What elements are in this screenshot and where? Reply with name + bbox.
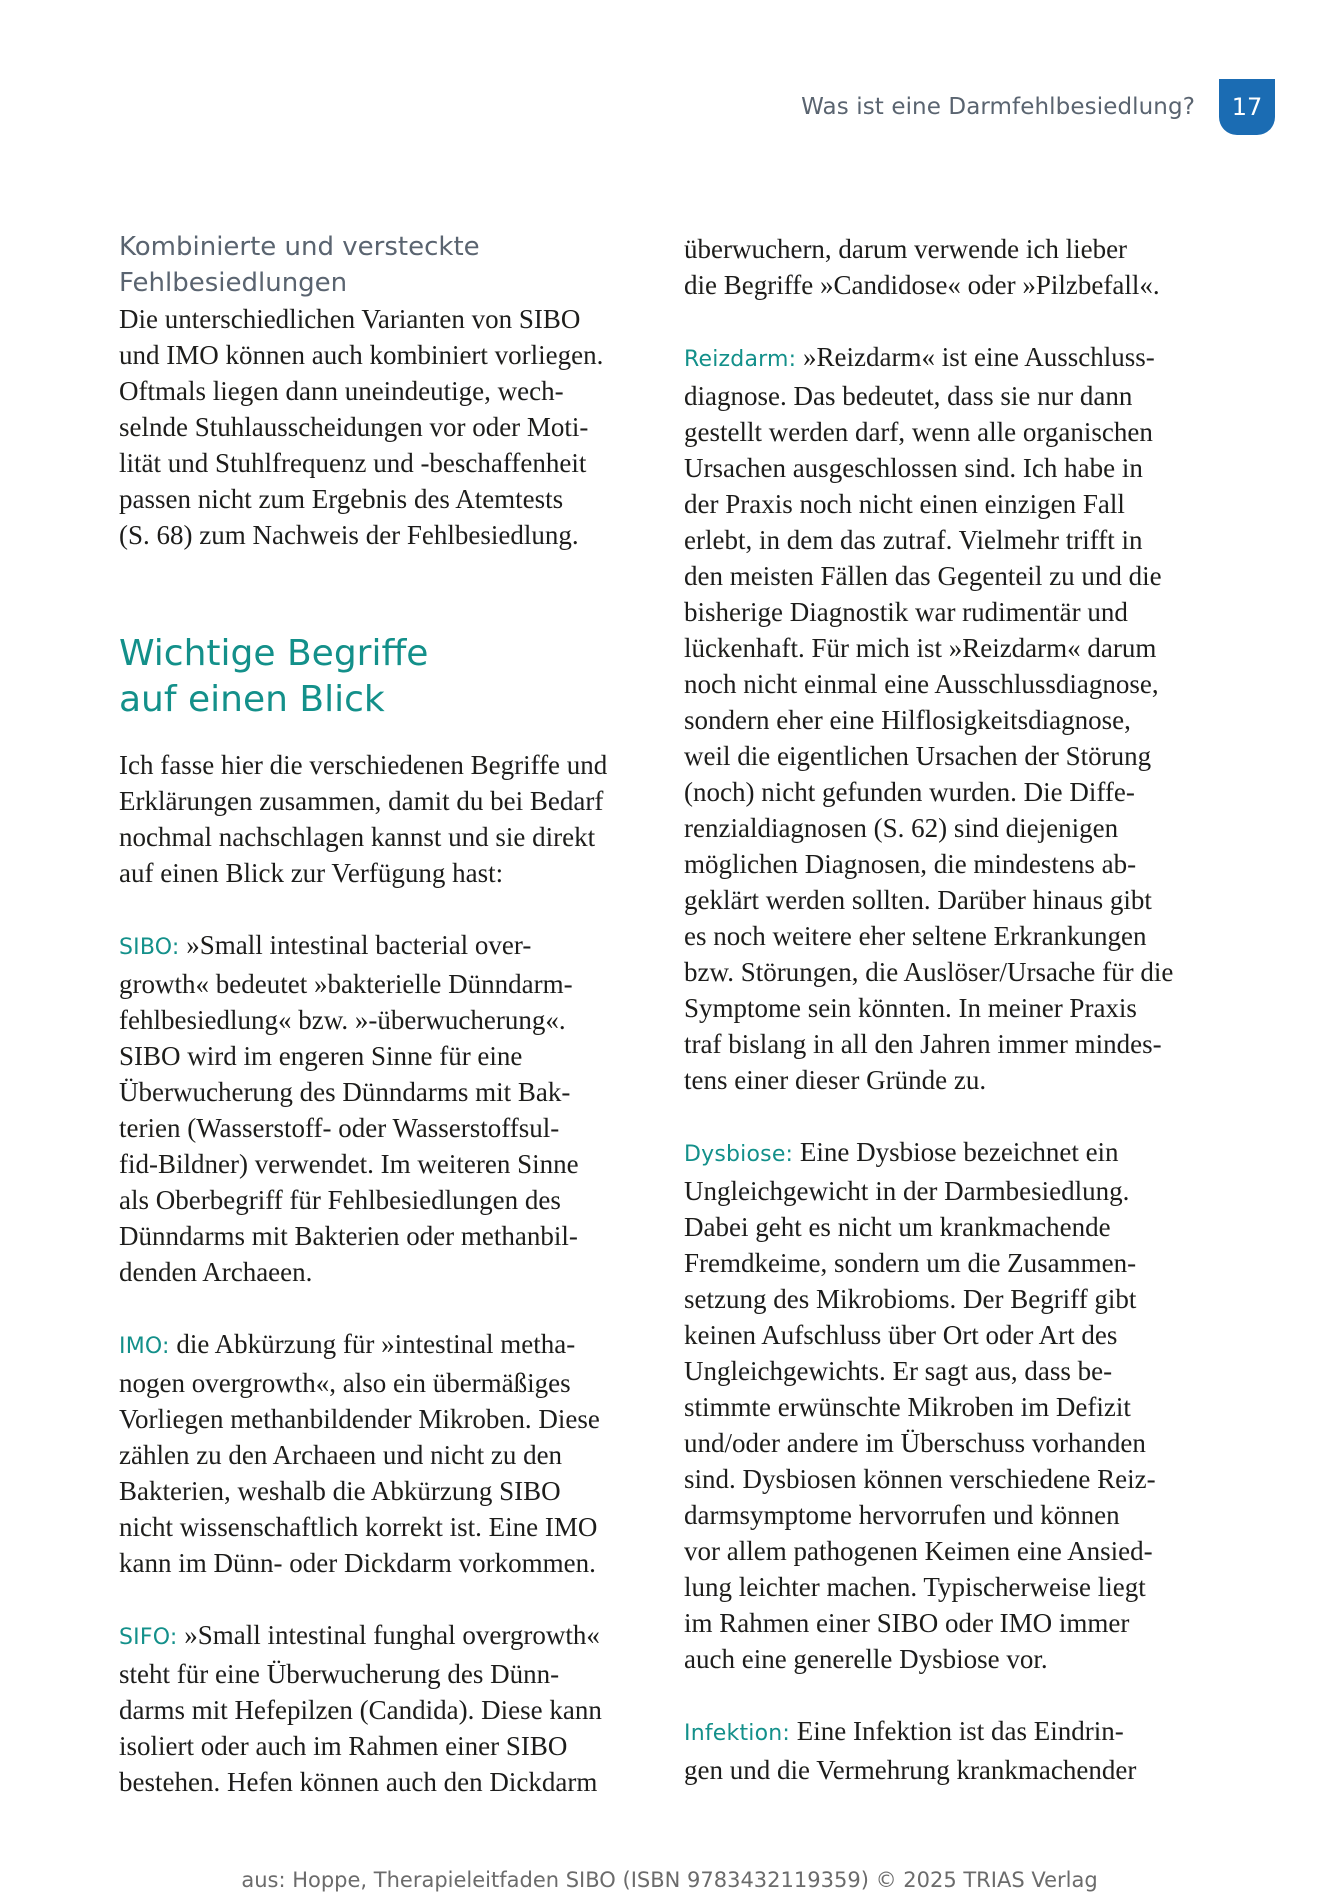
text-line: bzw. Störungen, die Auslöser/Ursache für die [684,957,1174,987]
dysbiose-definition [684,1134,1204,1677]
text-line: vor allem pathogenen Keimen eine Ansied- [684,1536,1153,1566]
text-line: kann im Dünn- oder Dickdarm vorkommen. [119,1548,596,1578]
text-line: den meisten Fällen das Gegenteil zu und die [684,561,1162,591]
text-line: SIBO: »Small intestinal bacterial over- [119,930,532,960]
chapter-title: Was ist eine Darmfehlbesiedlung? [801,94,1195,120]
term-sibo: SIBO: [119,935,180,960]
text-line: Vorliegen methanbildender Mikroben. Diese [119,1404,600,1434]
combined-paragraph [119,301,629,553]
text-line: nicht wissenschaftlich korrekt ist. Eine IMO [119,1512,598,1542]
text-line: sondern eher eine Hilflosigkeitsdiagnose, [684,705,1131,735]
text-line: Infektion: Eine Infektion ist das Eindrin- [684,1716,1124,1746]
text-line: lität und Stuhlfrequenz und -beschaffenheit [119,448,587,478]
text-line: stimmte erwünschte Mikroben im Defizit [684,1392,1131,1422]
text-line: Oftmals liegen dann uneindeutige, wech- [119,376,564,406]
text-line: nochmal nachschlagen kannst und sie direkt [119,822,596,852]
subheading-line: Fehlbesiedlungen [119,268,348,298]
text-line: lung leichter machen. Typischerweise liegt [684,1572,1146,1602]
text-line: geklärt werden sollten. Darüber hinaus gibt [684,885,1152,915]
text-line: auch eine generelle Dysbiose vor. [684,1644,1048,1674]
sifo-continuation [684,231,1204,303]
text-line: fid-Bildner) verwendet. Im weiteren Sinne [119,1149,579,1179]
text-line: Ungleichgewichts. Er sagt aus, dass be- [684,1356,1113,1386]
text-line: bisherige Diagnostik war rudimentär und [684,597,1128,627]
text-line: bestehen. Hefen können auch den Dickdarm [119,1767,598,1797]
term-dysbiose: Dysbiose: [684,1142,794,1167]
section-heading-line: auf einen Blick [119,679,385,720]
imo-definition [119,1326,629,1581]
text-line: auf einen Blick zur Verfügung hast: [119,858,504,888]
infektion-definition [684,1713,1204,1788]
term-sifo: SIFO: [119,1625,178,1650]
term-infektion: Infektion: [684,1721,791,1746]
text-line: und/oder andere im Überschuss vorhanden [684,1428,1146,1458]
text-line: möglichen Diagnosen, die mindestens ab- [684,849,1137,879]
text-line: renzialdiagnosen (S. 62) sind diejenigen [684,813,1119,843]
intro-paragraph [119,747,629,891]
text-line: darmsymptome hervorrufen und können [684,1500,1120,1530]
text-line: weil die eigentlichen Ursachen der Störung [684,741,1152,771]
left-column [119,229,629,1800]
text-line: Die unterschiedlichen Varianten von SIBO [119,304,581,334]
combined-subheading [119,229,629,301]
text-line: SIBO wird im engeren Sinne für eine [119,1041,523,1071]
text-line: Ursachen ausgeschlossen sind. Ich habe in [684,453,1143,483]
text-line: gestellt werden darf, wenn alle organischen [684,417,1153,447]
right-column [684,231,1204,1788]
text-line: als Oberbegriff für Fehlbesiedlungen des [119,1185,561,1215]
text-line: fehlbesiedlung« bzw. »-überwucherung«. [119,1005,566,1035]
sibo-definition [119,927,629,1290]
text-line: Reizdarm: »Reizdarm« ist eine Ausschluss- [684,342,1155,372]
text-line: Dysbiose: Eine Dysbiose bezeichnet ein [684,1137,1119,1167]
text-line: gen und die Vermehrung krankmachender [684,1755,1137,1785]
running-header [801,79,1275,135]
page-number-badge: 17 [1219,79,1275,135]
text-line: nogen overgrowth«, also ein übermäßiges [119,1368,571,1398]
text-line: isoliert oder auch im Rahmen einer SIBO [119,1731,568,1761]
text-line: terien (Wasserstoff- oder Wasserstoffsul- [119,1113,560,1143]
text-line: zählen zu den Archaeen und nicht zu den [119,1440,563,1470]
text-line: Erklärungen zusammen, damit du bei Bedarf [119,786,604,816]
text-line: und IMO können auch kombiniert vorliegen. [119,340,604,370]
text-line: lückenhaft. Für mich ist »Reizdarm« darum [684,633,1157,663]
term-imo: IMO: [119,1334,170,1359]
text-line: Symptome sein könnten. In meiner Praxis [684,993,1137,1023]
text-line: Überwucherung des Dünndarms mit Bak- [119,1077,571,1107]
section-heading-line: Wichtige Begriffe [119,633,429,674]
text-line: Fremdkeime, sondern um die Zusammen- [684,1248,1137,1278]
text-line: growth« bedeutet »bakterielle Dünndarm- [119,969,573,999]
text-line: erlebt, in dem das zutraf. Vielmehr trifft in [684,525,1143,555]
term-reizdarm: Reizdarm: [684,347,797,372]
text-line: es noch weitere eher seltene Erkrankungen [684,921,1147,951]
section-heading [119,631,629,723]
text-line: Dabei geht es nicht um krankmachende [684,1212,1111,1242]
text-line: keinen Aufschluss über Ort oder Art des [684,1320,1118,1350]
text-line: denden Archaeen. [119,1257,313,1287]
text-line: passen nicht zum Ergebnis des Atemtests [119,484,564,514]
text-line: Ich fasse hier die verschiedenen Begriffe und [119,750,608,780]
text-line: diagnose. Das bedeutet, dass sie nur dann [684,381,1133,411]
text-line: sind. Dysbiosen können verschiedene Reiz- [684,1464,1156,1494]
text-line: darms mit Hefepilzen (Candida). Diese kann [119,1695,602,1725]
text-line: SIFO: »Small intestinal funghal overgrowth« [119,1620,600,1650]
text-line: überwuchern, darum verwende ich lieber [684,234,1128,264]
text-line: (S. 68) zum Nachweis der Fehlbesiedlung. [119,520,579,550]
sifo-definition [119,1617,629,1800]
text-line: die Begriffe »Candidose« oder »Pilzbefall«. [684,270,1160,300]
subheading-line: Kombinierte und versteckte [119,232,480,262]
text-line: setzung des Mikrobioms. Der Begriff gibt [684,1284,1137,1314]
text-line: selnde Stuhlausscheidungen vor oder Moti- [119,412,589,442]
text-line: IMO: die Abkürzung für »intestinal metha- [119,1329,576,1359]
text-line: traf bislang in all den Jahren immer mindes- [684,1029,1162,1059]
text-line: (noch) nicht gefunden wurden. Die Diffe- [684,777,1135,807]
reizdarm-definition [684,339,1204,1098]
text-line: im Rahmen einer SIBO oder IMO immer [684,1608,1130,1638]
text-line: steht für eine Überwucherung des Dünn- [119,1659,560,1689]
text-line: noch nicht einmal eine Ausschlussdiagnose, [684,669,1159,699]
text-line: Dünndarms mit Bakterien oder methanbil- [119,1221,578,1251]
copyright-footer: aus: Hoppe, Therapieleitfaden SIBO (ISBN 9783432119359) © 2025 TRIAS Verlag [241,1868,1098,1892]
text-line: der Praxis noch nicht einen einzigen Fall [684,489,1125,519]
text-line: Bakterien, weshalb die Abkürzung SIBO [119,1476,561,1506]
text-line: Ungleichgewicht in der Darmbesiedlung. [684,1176,1130,1206]
text-line: tens einer dieser Gründe zu. [684,1065,987,1095]
